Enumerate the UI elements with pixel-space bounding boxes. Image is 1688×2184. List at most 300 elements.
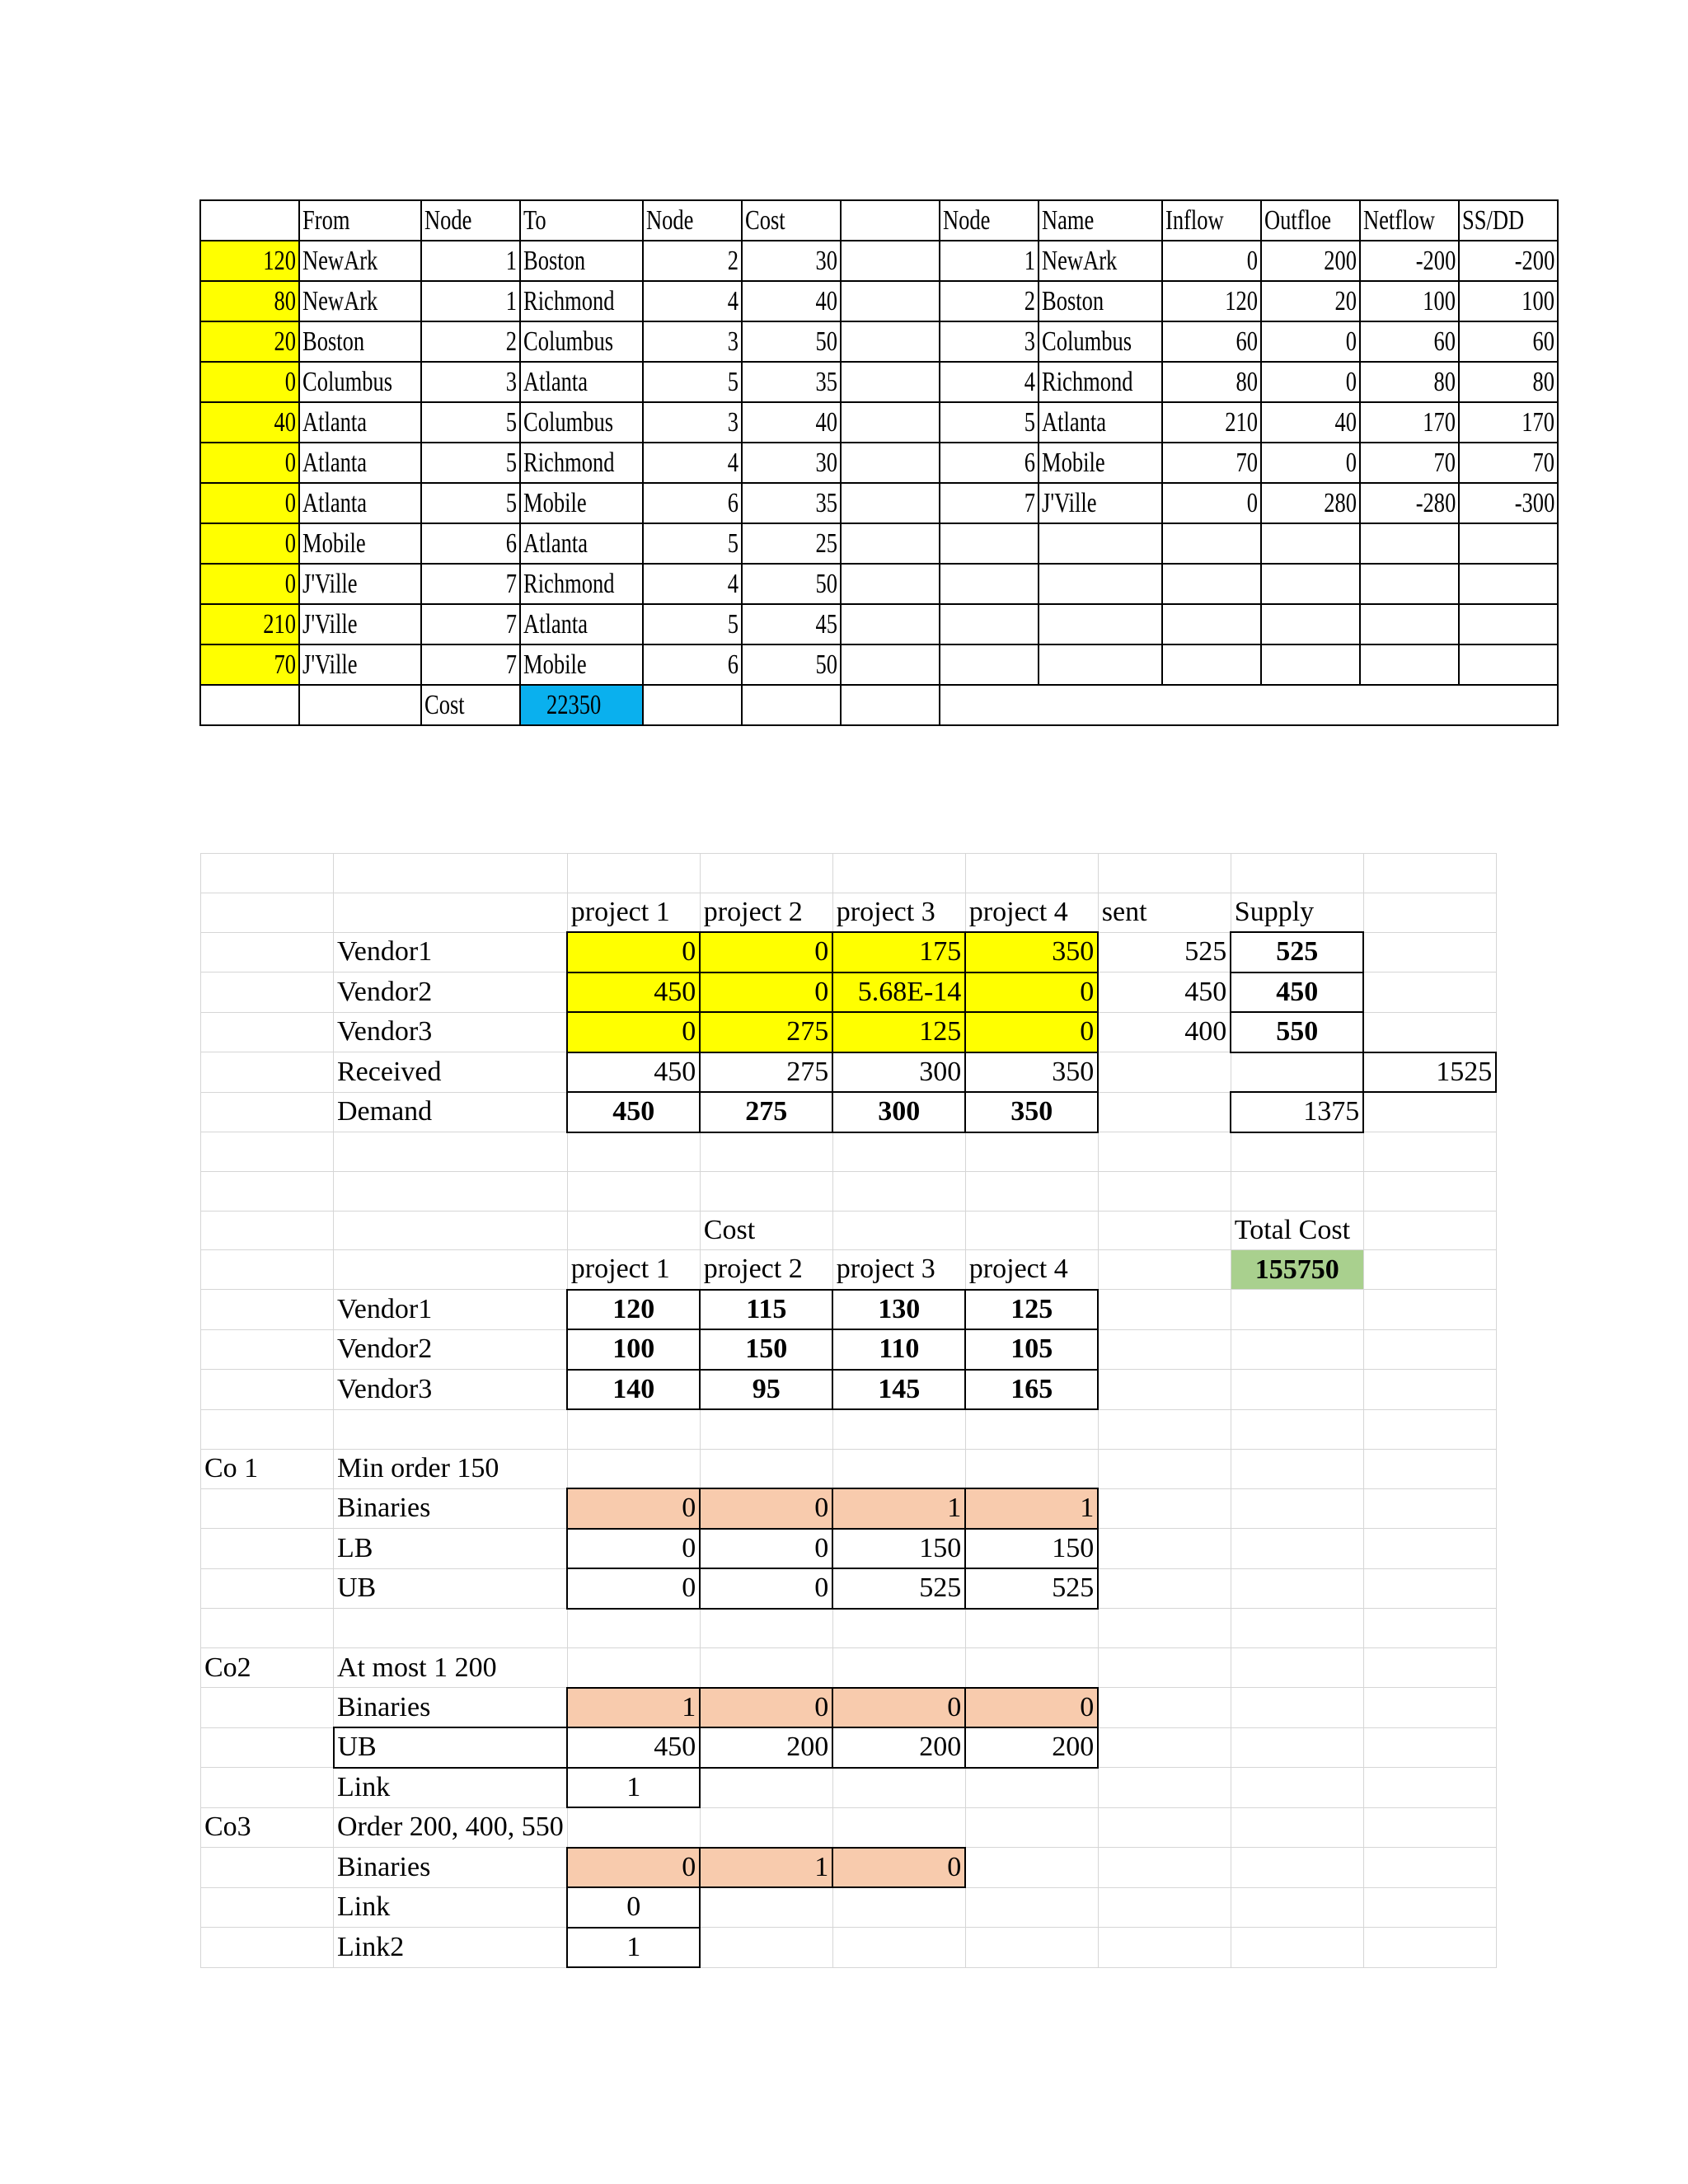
- node-inflow-cell[interactable]: [1162, 443, 1261, 483]
- arc-to-node-cell[interactable]: [643, 564, 742, 604]
- lb-cell[interactable]: 0: [700, 1529, 832, 1569]
- empty-cell[interactable]: [1363, 1807, 1496, 1848]
- empty-cell[interactable]: [1039, 523, 1162, 564]
- arc-to-cell[interactable]: [520, 483, 644, 523]
- allocation-cell[interactable]: 0: [567, 1012, 700, 1052]
- node-netflow-cell[interactable]: [1360, 402, 1459, 443]
- constraint-title[interactable]: Order 200, 400, 550: [334, 1807, 568, 1848]
- unit-cost-cell[interactable]: 140: [567, 1370, 700, 1410]
- allocation-cell[interactable]: 175: [832, 932, 965, 972]
- empty-cell[interactable]: [1363, 1768, 1496, 1808]
- empty-cell[interactable]: [201, 1688, 334, 1728]
- unit-cost-cell[interactable]: 105: [965, 1329, 1098, 1370]
- allocation-cell[interactable]: 275: [700, 1012, 832, 1052]
- arc-cost-cell[interactable]: [742, 604, 841, 644]
- cost-vendor-label[interactable]: Vendor3: [334, 1370, 568, 1410]
- empty-cell[interactable]: [1098, 1211, 1231, 1250]
- empty-cell[interactable]: [201, 854, 334, 893]
- arc-cost-cell[interactable]: [742, 281, 841, 321]
- binary-cell[interactable]: 0: [700, 1488, 832, 1529]
- unit-cost-cell[interactable]: 145: [832, 1370, 965, 1410]
- empty-cell[interactable]: [841, 443, 940, 483]
- empty-cell[interactable]: [201, 1370, 334, 1410]
- node-netflow-cell[interactable]: [1360, 362, 1459, 402]
- empty-cell[interactable]: [700, 1768, 832, 1808]
- empty-cell[interactable]: [1363, 1290, 1496, 1330]
- arc-to-node-cell[interactable]: [643, 402, 742, 443]
- empty-cell[interactable]: [201, 972, 334, 1013]
- node-ssdd-cell[interactable]: [1459, 281, 1558, 321]
- lb-cell[interactable]: 0: [567, 1529, 700, 1569]
- node-name-cell[interactable]: [1039, 402, 1162, 443]
- node-outflow-cell[interactable]: [1261, 362, 1360, 402]
- ub-label[interactable]: UB: [334, 1568, 568, 1609]
- cost-project-header[interactable]: project 2: [700, 1250, 832, 1290]
- empty-cell[interactable]: [1363, 1529, 1496, 1569]
- empty-cell[interactable]: [1363, 1409, 1496, 1449]
- unit-cost-cell[interactable]: 110: [832, 1329, 965, 1370]
- empty-cell[interactable]: [1162, 604, 1261, 644]
- demand-total-cell[interactable]: 1375: [1231, 1092, 1363, 1132]
- empty-cell[interactable]: [1360, 523, 1459, 564]
- network-total-cost[interactable]: [520, 685, 644, 725]
- received-cell[interactable]: 275: [700, 1052, 832, 1093]
- node-inflow-cell[interactable]: [1162, 241, 1261, 281]
- empty-cell[interactable]: [1098, 1290, 1231, 1330]
- arc-from-cell[interactable]: [299, 241, 421, 281]
- supply-cell[interactable]: 550: [1231, 1012, 1363, 1052]
- empty-cell[interactable]: [1098, 1409, 1231, 1449]
- empty-cell[interactable]: [1363, 1172, 1496, 1212]
- arc-from-node-cell[interactable]: [421, 241, 520, 281]
- node-outflow-cell[interactable]: [1261, 241, 1360, 281]
- arc-cost-cell[interactable]: [742, 483, 841, 523]
- empty-cell[interactable]: [1098, 1807, 1231, 1848]
- lb-label[interactable]: LB: [334, 1529, 568, 1569]
- empty-cell[interactable]: [1039, 685, 1162, 725]
- empty-cell[interactable]: [1098, 1329, 1231, 1370]
- empty-cell[interactable]: [1098, 854, 1231, 893]
- node-id-cell[interactable]: [940, 402, 1039, 443]
- empty-cell[interactable]: [841, 483, 940, 523]
- empty-cell[interactable]: [1231, 1132, 1363, 1172]
- cost-project-header[interactable]: project 1: [567, 1250, 700, 1290]
- node-ssdd-cell[interactable]: [1459, 483, 1558, 523]
- empty-cell[interactable]: [1098, 1488, 1231, 1529]
- arc-from-cell[interactable]: [299, 443, 421, 483]
- arc-from-cell[interactable]: [299, 523, 421, 564]
- constraint-title[interactable]: Min order 150: [334, 1449, 568, 1488]
- binary-cell[interactable]: 0: [567, 1848, 700, 1888]
- empty-cell[interactable]: [1098, 1848, 1231, 1888]
- empty-cell[interactable]: [1363, 1092, 1496, 1132]
- empty-cell[interactable]: [700, 1409, 832, 1449]
- node-inflow-cell[interactable]: [1162, 281, 1261, 321]
- empty-cell[interactable]: [965, 1848, 1098, 1888]
- empty-cell[interactable]: [1363, 1012, 1496, 1052]
- node-inflow-cell[interactable]: [1162, 362, 1261, 402]
- node-netflow-cell[interactable]: [1360, 443, 1459, 483]
- arc-flow-cell[interactable]: [200, 321, 299, 362]
- received-cell[interactable]: 350: [965, 1052, 1098, 1093]
- sent-cell[interactable]: 525: [1098, 932, 1231, 972]
- empty-cell[interactable]: [1261, 685, 1360, 725]
- empty-cell[interactable]: [1261, 604, 1360, 644]
- received-cell[interactable]: 300: [832, 1052, 965, 1093]
- empty-cell[interactable]: [1231, 1609, 1363, 1648]
- empty-cell[interactable]: [1363, 1648, 1496, 1688]
- arc-from-cell[interactable]: [299, 483, 421, 523]
- received-label[interactable]: Received: [334, 1052, 568, 1093]
- arc-from-cell[interactable]: [299, 402, 421, 443]
- empty-cell[interactable]: [700, 1449, 832, 1488]
- empty-cell[interactable]: [201, 1052, 334, 1093]
- empty-cell[interactable]: [1363, 1132, 1496, 1172]
- arc-cost-cell[interactable]: [742, 241, 841, 281]
- empty-cell[interactable]: [1231, 1807, 1363, 1848]
- empty-cell[interactable]: [965, 1887, 1098, 1928]
- empty-cell[interactable]: [832, 1211, 965, 1250]
- demand-cell[interactable]: 300: [832, 1092, 965, 1132]
- empty-cell[interactable]: [1231, 854, 1363, 893]
- binary-cell[interactable]: 1: [700, 1848, 832, 1888]
- arc-flow-cell[interactable]: [200, 443, 299, 483]
- sent-cell[interactable]: 450: [1098, 972, 1231, 1013]
- arc-flow-cell[interactable]: [200, 523, 299, 564]
- empty-cell[interactable]: [1363, 1848, 1496, 1888]
- empty-cell[interactable]: [832, 1807, 965, 1848]
- empty-cell[interactable]: [1231, 1688, 1363, 1728]
- empty-cell[interactable]: [1459, 564, 1558, 604]
- node-id-cell[interactable]: [940, 241, 1039, 281]
- arc-from-node-cell[interactable]: [421, 604, 520, 644]
- empty-cell[interactable]: [1098, 1648, 1231, 1688]
- empty-cell[interactable]: [841, 564, 940, 604]
- binary-cell[interactable]: 1: [965, 1488, 1098, 1529]
- empty-cell[interactable]: [1363, 1211, 1496, 1250]
- empty-cell[interactable]: [1098, 1052, 1231, 1093]
- empty-cell[interactable]: [567, 1132, 700, 1172]
- node-name-cell[interactable]: [1039, 321, 1162, 362]
- empty-cell[interactable]: [201, 1488, 334, 1529]
- node-ssdd-cell[interactable]: [1459, 241, 1558, 281]
- empty-cell[interactable]: [1231, 1488, 1363, 1529]
- empty-cell[interactable]: [567, 1449, 700, 1488]
- empty-cell[interactable]: [1363, 1449, 1496, 1488]
- arc-from-node-cell[interactable]: [421, 644, 520, 685]
- supply-cell[interactable]: 450: [1231, 972, 1363, 1013]
- empty-cell[interactable]: [1162, 685, 1261, 725]
- network-header-cell[interactable]: [841, 200, 940, 241]
- empty-cell[interactable]: [201, 1529, 334, 1569]
- node-inflow-cell[interactable]: [1162, 483, 1261, 523]
- empty-cell[interactable]: [1261, 564, 1360, 604]
- empty-cell[interactable]: [965, 1211, 1098, 1250]
- link-label[interactable]: Link: [334, 1887, 568, 1928]
- empty-cell[interactable]: [1363, 1329, 1496, 1370]
- empty-cell[interactable]: [1459, 685, 1558, 725]
- link2-cell[interactable]: 1: [567, 1928, 700, 1968]
- arc-flow-cell[interactable]: [200, 241, 299, 281]
- arc-from-node-cell[interactable]: [421, 523, 520, 564]
- empty-cell[interactable]: [1363, 932, 1496, 972]
- empty-cell[interactable]: [965, 1648, 1098, 1688]
- network-header-cell[interactable]: [299, 200, 421, 241]
- empty-cell[interactable]: [832, 1172, 965, 1212]
- empty-cell[interactable]: [940, 685, 1039, 725]
- binary-cell[interactable]: 0: [965, 1688, 1098, 1728]
- empty-cell[interactable]: [1039, 564, 1162, 604]
- demand-cell[interactable]: 350: [965, 1092, 1098, 1132]
- empty-cell[interactable]: [1231, 1172, 1363, 1212]
- arc-to-node-cell[interactable]: [643, 443, 742, 483]
- arc-to-cell[interactable]: [520, 644, 644, 685]
- constraint-title[interactable]: At most 1 200: [334, 1648, 568, 1688]
- empty-cell[interactable]: [567, 1172, 700, 1212]
- received-total-cell[interactable]: 1525: [1363, 1052, 1496, 1093]
- link-label[interactable]: Link: [334, 1768, 568, 1808]
- ub-cell[interactable]: 200: [832, 1727, 965, 1768]
- empty-cell[interactable]: [832, 1409, 965, 1449]
- empty-cell[interactable]: [1098, 1449, 1231, 1488]
- arc-to-cell[interactable]: [520, 321, 644, 362]
- empty-cell[interactable]: [1363, 1609, 1496, 1648]
- empty-cell[interactable]: [567, 854, 700, 893]
- binary-cell[interactable]: 1: [567, 1688, 700, 1728]
- empty-cell[interactable]: [567, 1807, 700, 1848]
- empty-cell[interactable]: [841, 321, 940, 362]
- unit-cost-cell[interactable]: 120: [567, 1290, 700, 1330]
- empty-cell[interactable]: [1231, 1887, 1363, 1928]
- binary-cell[interactable]: 0: [832, 1848, 965, 1888]
- empty-cell[interactable]: [832, 1609, 965, 1648]
- empty-cell[interactable]: [567, 1609, 700, 1648]
- node-inflow-cell[interactable]: [1162, 402, 1261, 443]
- unit-cost-cell[interactable]: 130: [832, 1290, 965, 1330]
- empty-cell[interactable]: [832, 1887, 965, 1928]
- empty-cell[interactable]: [334, 1409, 568, 1449]
- empty-cell[interactable]: [201, 1887, 334, 1928]
- empty-cell[interactable]: [700, 1648, 832, 1688]
- empty-cell[interactable]: [965, 1807, 1098, 1848]
- arc-flow-cell[interactable]: [200, 402, 299, 443]
- empty-cell[interactable]: [1098, 1688, 1231, 1728]
- arc-from-cell[interactable]: [299, 604, 421, 644]
- empty-cell[interactable]: [1098, 1250, 1231, 1290]
- empty-cell[interactable]: [1360, 685, 1459, 725]
- demand-label[interactable]: Demand: [334, 1092, 568, 1132]
- empty-cell[interactable]: [1363, 854, 1496, 893]
- empty-cell[interactable]: [700, 1807, 832, 1848]
- empty-cell[interactable]: [1363, 1568, 1496, 1609]
- arc-to-cell[interactable]: [520, 443, 644, 483]
- empty-cell[interactable]: [841, 241, 940, 281]
- arc-from-cell[interactable]: [299, 644, 421, 685]
- node-netflow-cell[interactable]: [1360, 321, 1459, 362]
- empty-cell[interactable]: [334, 1172, 568, 1212]
- empty-cell[interactable]: [201, 932, 334, 972]
- allocation-cell[interactable]: 0: [700, 932, 832, 972]
- empty-cell[interactable]: [965, 1449, 1098, 1488]
- arc-flow-cell[interactable]: [200, 564, 299, 604]
- arc-to-node-cell[interactable]: [643, 644, 742, 685]
- allocation-cell[interactable]: 0: [700, 972, 832, 1013]
- node-outflow-cell[interactable]: [1261, 483, 1360, 523]
- empty-cell[interactable]: [1231, 1768, 1363, 1808]
- empty-cell[interactable]: [1261, 523, 1360, 564]
- empty-cell[interactable]: [700, 1887, 832, 1928]
- node-id-cell[interactable]: [940, 321, 1039, 362]
- arc-cost-cell[interactable]: [742, 321, 841, 362]
- network-header-cell[interactable]: [940, 200, 1039, 241]
- empty-cell[interactable]: [700, 1609, 832, 1648]
- lb-cell[interactable]: 150: [832, 1529, 965, 1569]
- allocation-cell[interactable]: 450: [567, 972, 700, 1013]
- empty-cell[interactable]: [940, 604, 1039, 644]
- arc-from-node-cell[interactable]: [421, 483, 520, 523]
- empty-cell[interactable]: [201, 1329, 334, 1370]
- supply-cell[interactable]: 525: [1231, 932, 1363, 972]
- project-header[interactable]: project 2: [700, 893, 832, 932]
- empty-cell[interactable]: [1459, 523, 1558, 564]
- arc-flow-cell[interactable]: [200, 483, 299, 523]
- received-cell[interactable]: 450: [567, 1052, 700, 1093]
- empty-cell[interactable]: [965, 1928, 1098, 1968]
- empty-cell[interactable]: [334, 893, 568, 932]
- empty-cell[interactable]: [201, 1848, 334, 1888]
- ub-cell[interactable]: 200: [700, 1727, 832, 1768]
- node-outflow-cell[interactable]: [1261, 321, 1360, 362]
- empty-cell[interactable]: [201, 1132, 334, 1172]
- demand-cell[interactable]: 450: [567, 1092, 700, 1132]
- allocation-cell[interactable]: 125: [832, 1012, 965, 1052]
- empty-cell[interactable]: [1162, 644, 1261, 685]
- arc-to-node-cell[interactable]: [643, 321, 742, 362]
- allocation-cell[interactable]: 0: [965, 972, 1098, 1013]
- node-ssdd-cell[interactable]: [1459, 443, 1558, 483]
- ub-cell[interactable]: 200: [965, 1727, 1098, 1768]
- node-ssdd-cell[interactable]: [1459, 402, 1558, 443]
- constraint-label[interactable]: Co3: [201, 1807, 334, 1848]
- arc-to-cell[interactable]: [520, 281, 644, 321]
- arc-to-node-cell[interactable]: [643, 281, 742, 321]
- unit-cost-cell[interactable]: 95: [700, 1370, 832, 1410]
- unit-cost-cell[interactable]: 100: [567, 1329, 700, 1370]
- empty-cell[interactable]: [940, 564, 1039, 604]
- link-cell[interactable]: 1: [567, 1768, 700, 1808]
- total-cost-label[interactable]: Total Cost: [1231, 1211, 1363, 1250]
- empty-cell[interactable]: [700, 1172, 832, 1212]
- empty-cell[interactable]: [334, 854, 568, 893]
- arc-to-cell[interactable]: [520, 523, 644, 564]
- empty-cell[interactable]: [742, 685, 841, 725]
- empty-cell[interactable]: [201, 1768, 334, 1808]
- unit-cost-cell[interactable]: 150: [700, 1329, 832, 1370]
- arc-to-cell[interactable]: [520, 362, 644, 402]
- empty-cell[interactable]: [334, 1250, 568, 1290]
- sent-header[interactable]: sent: [1098, 893, 1231, 932]
- arc-to-cell[interactable]: [520, 241, 644, 281]
- empty-cell[interactable]: [940, 644, 1039, 685]
- empty-cell[interactable]: [1231, 1848, 1363, 1888]
- empty-cell[interactable]: [841, 281, 940, 321]
- empty-cell[interactable]: [1363, 1727, 1496, 1768]
- arc-flow-cell[interactable]: [200, 281, 299, 321]
- binaries-label[interactable]: Binaries: [334, 1688, 568, 1728]
- allocation-cell[interactable]: 0: [965, 1012, 1098, 1052]
- empty-cell[interactable]: [1459, 644, 1558, 685]
- arc-to-node-cell[interactable]: [643, 362, 742, 402]
- ub-label[interactable]: UB: [334, 1727, 568, 1768]
- node-outflow-cell[interactable]: [1261, 281, 1360, 321]
- node-outflow-cell[interactable]: [1261, 402, 1360, 443]
- empty-cell[interactable]: [1098, 1928, 1231, 1968]
- empty-cell[interactable]: [1231, 1290, 1363, 1330]
- empty-cell[interactable]: [965, 1409, 1098, 1449]
- arc-to-cell[interactable]: [520, 402, 644, 443]
- empty-cell[interactable]: [1363, 893, 1496, 932]
- empty-cell[interactable]: [1098, 1568, 1231, 1609]
- arc-cost-cell[interactable]: [742, 443, 841, 483]
- cost-project-header[interactable]: project 3: [832, 1250, 965, 1290]
- allocation-cell[interactable]: 0: [567, 932, 700, 972]
- cost-vendor-label[interactable]: Vendor2: [334, 1329, 568, 1370]
- network-header-cell[interactable]: [1261, 200, 1360, 241]
- constraint-label[interactable]: Co 1: [201, 1449, 334, 1488]
- empty-cell[interactable]: [1360, 604, 1459, 644]
- empty-cell[interactable]: [567, 1409, 700, 1449]
- node-name-cell[interactable]: [1039, 443, 1162, 483]
- arc-flow-cell[interactable]: [200, 644, 299, 685]
- arc-from-node-cell[interactable]: [421, 402, 520, 443]
- empty-cell[interactable]: [334, 1132, 568, 1172]
- ub-cell[interactable]: 0: [567, 1568, 700, 1609]
- node-netflow-cell[interactable]: [1360, 483, 1459, 523]
- node-id-cell[interactable]: [940, 483, 1039, 523]
- arc-from-node-cell[interactable]: [421, 321, 520, 362]
- node-name-cell[interactable]: [1039, 483, 1162, 523]
- empty-cell[interactable]: [1231, 1928, 1363, 1968]
- empty-cell[interactable]: [567, 1211, 700, 1250]
- arc-to-node-cell[interactable]: [643, 604, 742, 644]
- empty-cell[interactable]: [965, 1132, 1098, 1172]
- network-header-cell[interactable]: [1459, 200, 1558, 241]
- node-netflow-cell[interactable]: [1360, 281, 1459, 321]
- empty-cell[interactable]: [1098, 1172, 1231, 1212]
- empty-cell[interactable]: [1162, 564, 1261, 604]
- empty-cell[interactable]: [1039, 644, 1162, 685]
- empty-cell[interactable]: [1231, 1329, 1363, 1370]
- ub-cell[interactable]: 0: [700, 1568, 832, 1609]
- empty-cell[interactable]: [1231, 1727, 1363, 1768]
- empty-cell[interactable]: [832, 1928, 965, 1968]
- binaries-label[interactable]: Binaries: [334, 1848, 568, 1888]
- empty-cell[interactable]: [940, 523, 1039, 564]
- constraint-label[interactable]: Co2: [201, 1648, 334, 1688]
- binary-cell[interactable]: 0: [700, 1688, 832, 1728]
- empty-cell[interactable]: [1363, 1887, 1496, 1928]
- project-header[interactable]: project 3: [832, 893, 965, 932]
- arc-cost-cell[interactable]: [742, 362, 841, 402]
- empty-cell[interactable]: [1231, 1648, 1363, 1688]
- empty-cell[interactable]: [1459, 604, 1558, 644]
- ub-cell[interactable]: 525: [832, 1568, 965, 1609]
- empty-cell[interactable]: [201, 1250, 334, 1290]
- empty-cell[interactable]: [1363, 972, 1496, 1013]
- empty-cell[interactable]: [1363, 1928, 1496, 1968]
- arc-to-node-cell[interactable]: [643, 483, 742, 523]
- empty-cell[interactable]: [334, 1211, 568, 1250]
